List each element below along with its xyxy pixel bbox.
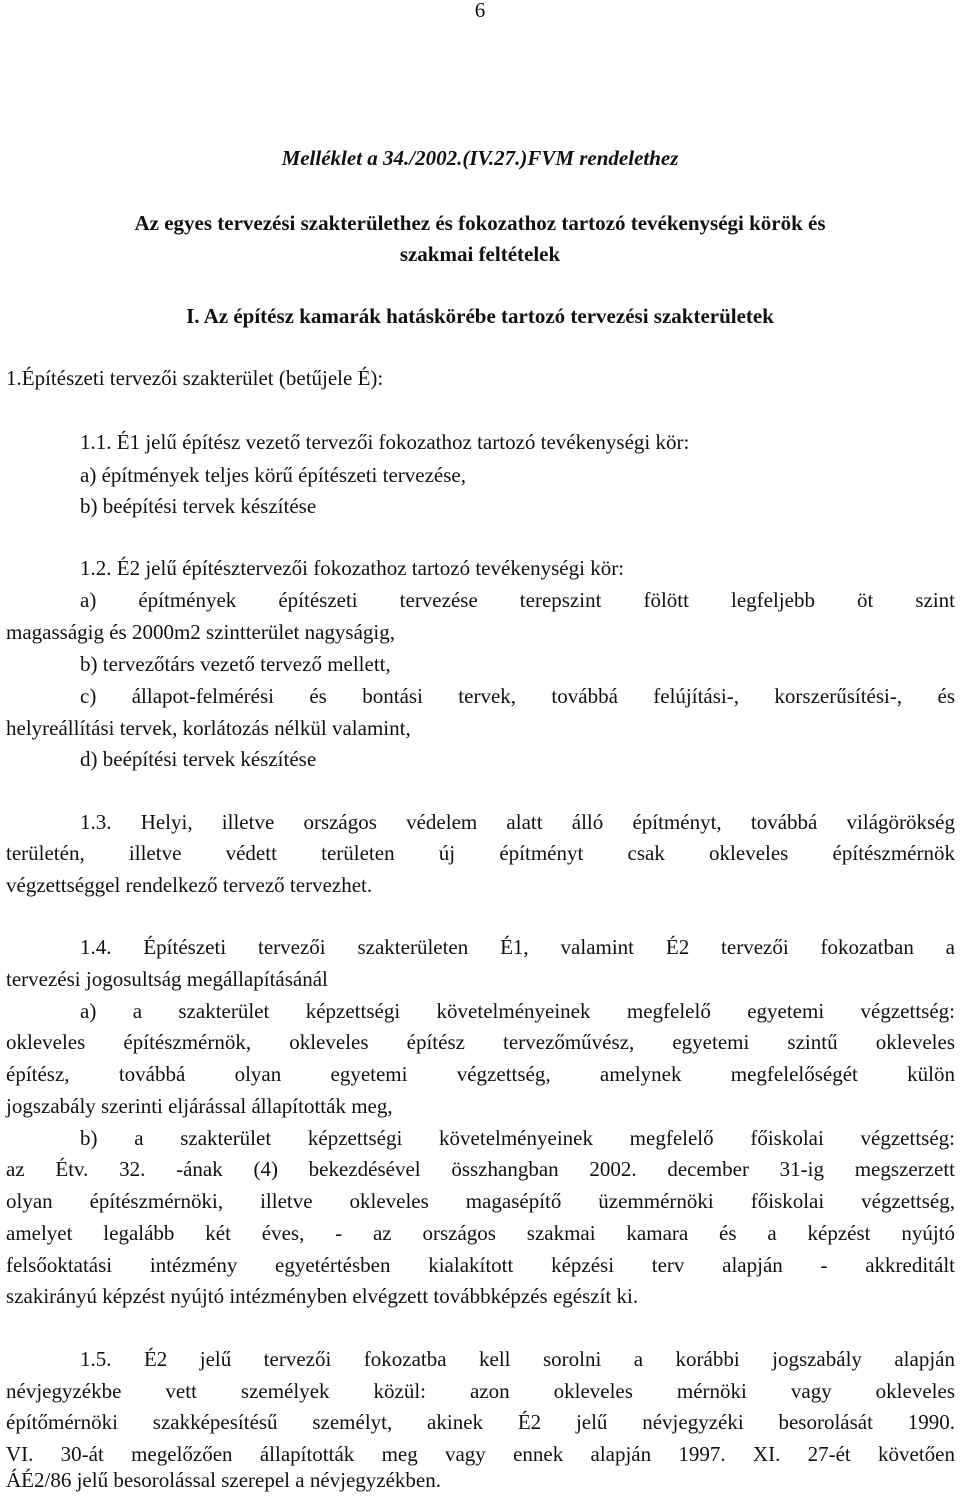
paragraph-1-4-line: szakirányú képzést nyújtó intézményben elvégzett továbbképzés egészít ki.: [6, 1284, 639, 1308]
paragraph-1-1-line: a) építmények teljes körű építészeti tervezése,: [80, 463, 466, 487]
paragraph-1-4-line: amelyet legalább két éves, - az országos szakmai kamara és a képzést nyújtó: [6, 1221, 955, 1245]
paragraph-1-4-line: az Étv. 32. -ának (4) bekezdésével összhangban 2002. december 31-ig megszerzett: [6, 1157, 955, 1181]
document-title-line-2: szakmai feltételek: [399, 242, 561, 266]
paragraph-1-4-line: felsőoktatási intézmény egyetértésben kialakított képzési terv alapján - akkreditált: [6, 1253, 955, 1277]
paragraph-1-2-line: helyreállítási tervek, korlátozás nélkül valamint,: [6, 716, 411, 740]
paragraph-1-5-line: építőmérnöki szakképesítésű személyt, akinek É2 jelű névjegyzéki besorolását 1990.: [6, 1410, 955, 1434]
paragraph-1-5-line: ÁÉ2/86 jelű besorolással szerepel a névjegyzékben.: [6, 1468, 442, 1492]
paragraph-1-4-line: tervezési jogosultság megállapításánál: [6, 967, 328, 991]
paragraph-1-5-line: VI. 30-át megelőzően állapították meg vagy ennek alapján 1997. XI. 27-ét követően: [6, 1442, 955, 1466]
paragraph-1-4-line: jogszabály szerinti eljárással állapították meg,: [6, 1094, 393, 1118]
document-title-line-1: Az egyes tervezési szakterülethez és fokozathoz tartozó tevékenységi körök és: [134, 211, 826, 235]
paragraph-1-2-line: b) tervezőtárs vezető tervező mellett,: [80, 652, 391, 676]
annex-title: Melléklet a 34./2002.(IV.27.)FVM rendelethez: [281, 146, 679, 170]
paragraph-1-2-line: 1.2. É2 jelű építésztervezői fokozathoz tartozó tevékenységi kör:: [80, 556, 625, 580]
paragraph-1-5-line: névjegyzékbe vett személyek közül: azon okleveles mérnöki vagy okleveles: [6, 1379, 955, 1403]
paragraph-1-2-line: d) beépítési tervek készítése: [80, 747, 317, 771]
page-number: 6: [474, 0, 486, 22]
paragraph-1-1-line: 1.1. É1 jelű építész vezető tervezői fokozathoz tartozó tevékenységi kör:: [80, 430, 690, 454]
paragraph-1-2-line: magasságig és 2000m2 szintterület nagyságig,: [6, 620, 396, 644]
paragraph-1-3-line: végzettséggel rendelkező tervező tervezhet.: [6, 873, 373, 897]
paragraph-1-1-line: b) beépítési tervek készítése: [80, 494, 317, 518]
paragraph-1-3-line: területén, illetve védett területen új építményt csak okleveles építészmérnök: [6, 841, 955, 865]
subsection-heading: 1.Építészeti tervezői szakterület (betűjele É):: [6, 366, 384, 390]
paragraph-1-4-line: okleveles építészmérnök, okleveles építész tervezőművész, egyetemi szintű okleveles: [6, 1030, 955, 1054]
paragraph-1-4-line: építész, továbbá olyan egyetemi végzettség, amelynek megfelelőségét külön: [6, 1062, 955, 1086]
paragraph-1-5-line: 1.5. É2 jelű tervezői fokozatba kell sorolni a korábbi jogszabály alapján: [80, 1347, 955, 1371]
paragraph-1-3-line: 1.3. Helyi, illetve országos védelem alatt álló építményt, továbbá világörökség: [80, 810, 955, 834]
paragraph-1-4-line: 1.4. Építészeti tervezői szakterületen É1, valamint É2 tervezői fokozatban a: [80, 935, 955, 959]
paragraph-1-4-line: olyan építészmérnöki, illetve okleveles magasépítő üzemmérnöki főiskolai végzettség,: [6, 1189, 955, 1213]
section-heading: I. Az építész kamarák hatáskörébe tartozó tervezési szakterületek: [186, 304, 774, 328]
paragraph-1-2-line: a) építmények építészeti tervezése terepszint fölött legfeljebb öt szint: [80, 588, 955, 612]
paragraph-1-4-line: a) a szakterület képzettségi követelményeinek megfelelő egyetemi végzettség:: [80, 999, 955, 1023]
paragraph-1-4-line: b) a szakterület képzettségi követelményeinek megfelelő főiskolai végzettség:: [80, 1126, 955, 1150]
paragraph-1-2-line: c) állapot-felmérési és bontási tervek, továbbá felújítási-, korszerűsítési-, és: [80, 684, 955, 708]
